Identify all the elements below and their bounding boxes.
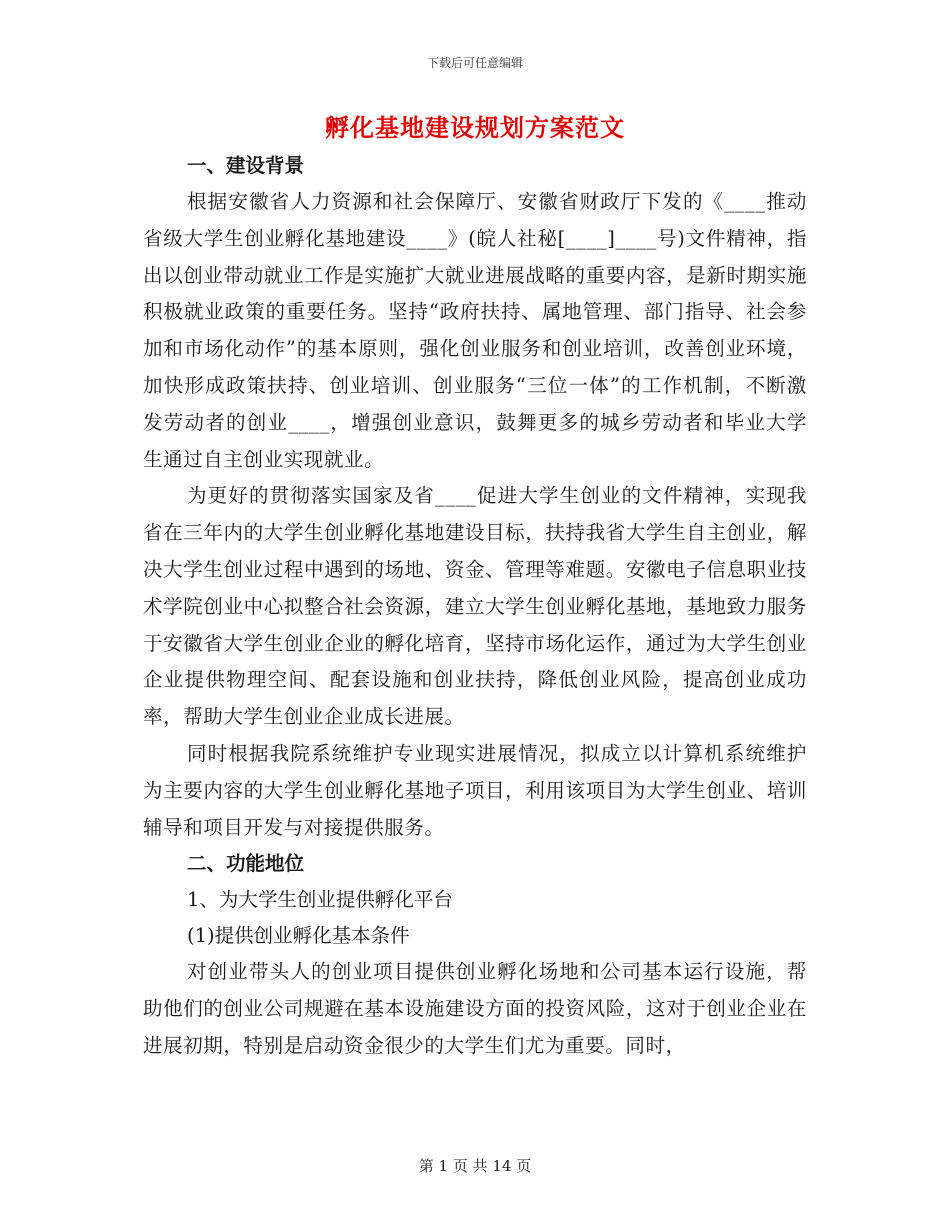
paragraph: 为更好的贯彻落实国家及省____促进大学生创业的文件精神，实现我省在三年内的大学生创业孵化基地建设目标，扶持我省大学生自主创业，解决大学生创业过程中遇到的场地、资金、管理等难题。安徽电子信息职业技术学院创业中心拟整合社会资源，建立大学生创业孵化基地，基地致力服务于安徽省大学生创业企业的孵化培育，坚持市场化运作，通过为大学生创业企业提供物理空间、配套设施和创业扶持，降低创业风险，提高创业成功率，帮助大学生创业企业成长进展。 [143,484,807,729]
document-body [143,108,807,1065]
paragraph: 根据安徽省人力资源和社会保障厅、安徽省财政厅下发的《____推动省级大学生创业孵化基地建设____》(皖人社秘[____]____号)文件精神，指出以创业带动就业工作是实施扩大就业进展战略的重要内容，是新时期实施积极就业政策的重要任务。坚持“政府扶持、属地管理、部门指导、社会参加和市场化动作”的基本原则，强化创业服务和创业培训，改善创业环境，加快形成政策扶持、创业培训、创业服务“三位一体”的工作机制，不断激发劳动者的创业____，增强创业意识，鼓舞更多的城乡劳动者和毕业大学生通过自主创业实现就业。 [143,190,807,471]
section-heading-background: 一、建设背景 [187,154,305,177]
document-title: 孵化基地建设规划方案范文 [325,113,625,142]
section-heading-function: 二、功能地位 [187,852,305,876]
paragraph: 同时根据我院系统维护专业现实进展情况，拟成立以计算机系统维护为主要内容的大学生创业孵化基地子项目，利用该项目为大学生创业、培训辅导和项目开发与对接提供服务。 [143,741,807,839]
sub-item-heading: (1)提供创业孵化基本条件 [187,924,410,948]
paragraph: 对创业带头人的创业项目提供创业孵化场地和公司基本运行设施，帮助他们的创业公司规避在基本设施建设方面的投资风险，这对于创业企业在进展初期，特别是启动资金很少的大学生们尤为重要。同时， [143,960,807,1057]
page-footer-number: 第 1 页 共 14 页 [418,1157,532,1175]
page-header-note: 下载后可任意编辑 [426,56,523,70]
list-item-heading: 1、为大学生创业提供孵化平台 [187,888,453,912]
